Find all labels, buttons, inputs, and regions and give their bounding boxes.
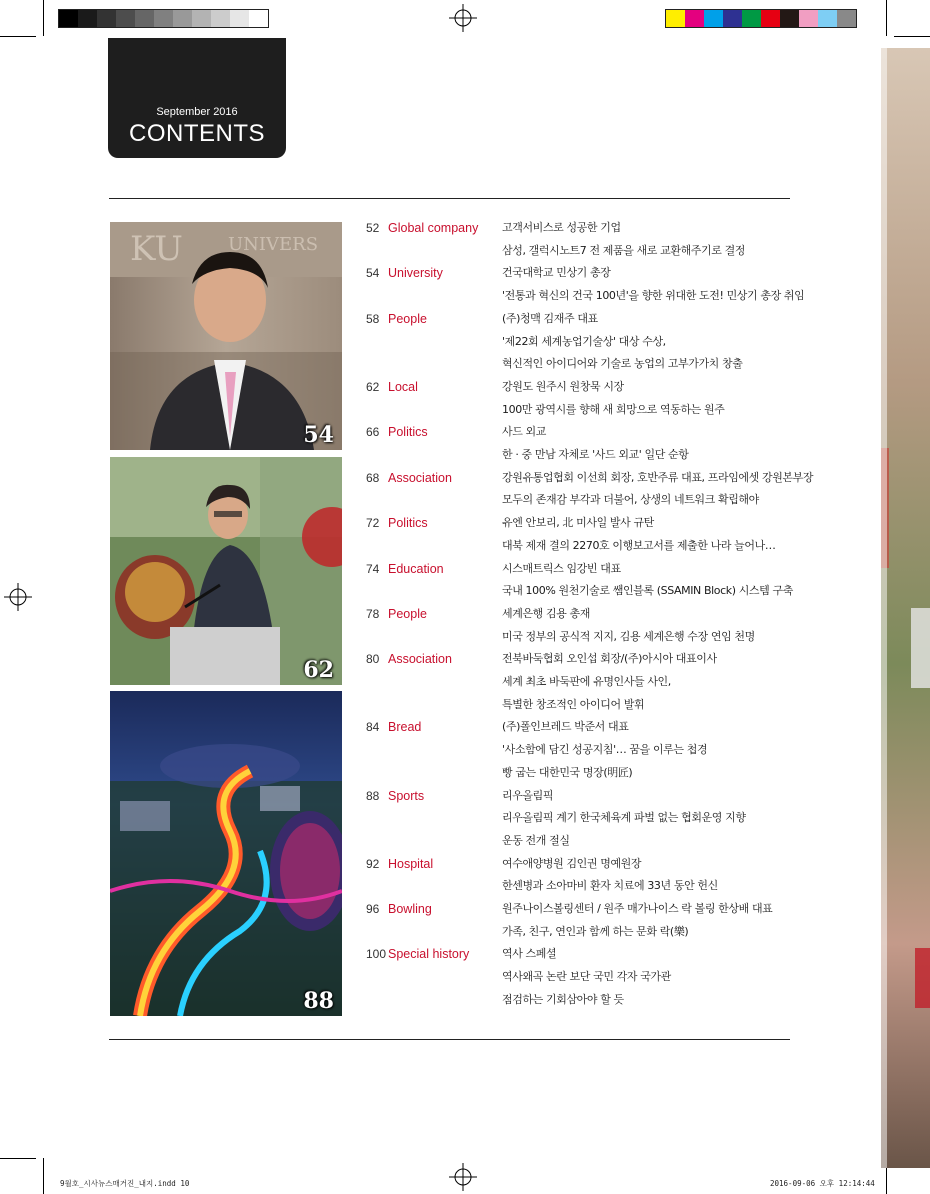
color-swatch bbox=[666, 10, 685, 27]
toc-headline: 리우올림픽 계기 한국체육계 파벌 없는 협회운영 지향 bbox=[502, 811, 746, 825]
registration-mark-icon bbox=[449, 1163, 477, 1191]
toc-headline: (주)폴인브레드 박준서 대표 bbox=[502, 720, 629, 734]
color-swatch bbox=[685, 10, 704, 27]
toc-page-number: 78 bbox=[366, 606, 380, 621]
toc-headline: 대북 제재 결의 2270호 이행보고서를 제출한 나라 늘어나… bbox=[502, 538, 776, 552]
toc-headline: 세계은행 김용 총재 bbox=[502, 606, 591, 620]
photo-olympic-stadium bbox=[110, 691, 342, 1016]
page-title: CONTENTS bbox=[129, 120, 265, 147]
color-swatch bbox=[761, 10, 780, 27]
issue-month: September 2016 bbox=[156, 106, 238, 118]
color-swatch bbox=[799, 10, 818, 27]
toc-page-number: 92 bbox=[366, 856, 380, 871]
toc-page-number: 52 bbox=[366, 221, 380, 235]
toc-headline: 전북바둑협회 오인섭 회장/(주)아시아 대표이사 bbox=[502, 652, 717, 666]
toc-page-number: 80 bbox=[366, 652, 380, 667]
adjacent-page-bleed bbox=[881, 48, 930, 1168]
toc-headline: 빵 굽는 대한민국 명장(明匠) bbox=[502, 765, 633, 779]
toc-headline: 한센병과 소아마비 환자 치료에 33년 동안 헌신 bbox=[502, 879, 718, 893]
color-swatch bbox=[837, 10, 856, 27]
toc-headline: 리우올림픽 bbox=[502, 788, 554, 802]
toc-headline: 사드 외교 bbox=[502, 425, 547, 439]
crop-mark bbox=[0, 36, 36, 37]
color-swatch bbox=[723, 10, 742, 27]
crop-mark bbox=[43, 0, 44, 36]
toc-page-number: 62 bbox=[366, 379, 380, 394]
toc-headline: 강원유통업협회 이선희 회장, 호반주류 대표, 프라임에셋 강원본부장 bbox=[502, 470, 814, 484]
toc-page-number: 88 bbox=[366, 788, 380, 803]
toc-section-label: Education bbox=[388, 561, 444, 576]
color-swatch bbox=[154, 10, 173, 27]
toc-headline: 혁신적인 아이디어와 기술로 농업의 고부가가치 창출 bbox=[502, 357, 743, 371]
toc-headline: 가족, 친구, 연인과 함께 하는 문화 락(樂) bbox=[502, 924, 689, 938]
toc-section-label: University bbox=[388, 266, 443, 281]
toc-headline: 세계 최초 바둑판에 유명인사들 사인, bbox=[502, 675, 671, 688]
contents-header-tab bbox=[108, 38, 286, 158]
toc-headline: '사소함에 담긴 성공지침'… 꿈을 이루는 첩경 bbox=[502, 743, 708, 757]
toc-headline: 원주나이스볼링센터 / 원주 매가나이스 락 볼링 한상배 대표 bbox=[502, 902, 773, 915]
color-swatch bbox=[230, 10, 249, 27]
toc-headline: 국내 100% 원천기술로 쌤인블록 (SSAMIN Block) 시스템 구축 bbox=[502, 584, 793, 598]
toc-headline: 유엔 안보리, 北 미사일 발사 규탄 bbox=[502, 516, 654, 530]
toc-section-label: Politics bbox=[388, 425, 428, 440]
crop-mark bbox=[0, 1158, 36, 1159]
toc-headline: '전통과 혁신의 건국 100년'을 향한 위대한 도전! 민상기 총장 취임 bbox=[502, 289, 805, 303]
svg-text:UNIVERS: UNIVERS bbox=[228, 234, 319, 255]
toc-section-label: Association bbox=[388, 470, 452, 485]
toc-headline: '제22회 세계농업기술상' 대상 수상, bbox=[502, 334, 666, 348]
color-swatch bbox=[173, 10, 192, 27]
crop-mark bbox=[894, 36, 930, 37]
toc-page-number: 68 bbox=[366, 470, 380, 485]
color-swatch bbox=[116, 10, 135, 27]
photo-university-president bbox=[110, 222, 342, 450]
toc-section-label: Global company bbox=[388, 221, 479, 235]
photo-mayor-speech bbox=[110, 457, 342, 685]
toc-headline: 고객서비스로 성공한 기업 bbox=[502, 221, 621, 234]
toc-section-label: Special history bbox=[388, 947, 470, 962]
toc-headline: 운동 전개 절실 bbox=[502, 833, 570, 847]
color-swatch bbox=[211, 10, 230, 27]
crop-mark bbox=[43, 1158, 44, 1194]
toc-headline: 강원도 원주시 원창묵 시장 bbox=[502, 379, 624, 393]
toc-section-label: Hospital bbox=[388, 856, 434, 871]
toc-headline: 역사 스페셜 bbox=[502, 947, 557, 961]
registration-mark-icon bbox=[4, 583, 32, 611]
crop-mark bbox=[886, 0, 887, 36]
top-divider bbox=[109, 198, 790, 199]
toc-headline: 건국대학교 민상기 총장 bbox=[502, 266, 611, 280]
toc-section-label: Bowling bbox=[388, 902, 432, 916]
toc-headline: 삼성, 갤럭시노트7 전 제품을 새로 교환해주기로 결정 bbox=[502, 243, 746, 257]
color-swatch bbox=[818, 10, 837, 27]
color-swatch bbox=[742, 10, 761, 27]
color-swatch bbox=[704, 10, 723, 27]
photo-page-number: 88 bbox=[303, 988, 334, 1014]
color-swatch bbox=[78, 10, 97, 27]
toc-section-label: People bbox=[388, 606, 427, 621]
toc-page-number: 74 bbox=[366, 561, 380, 576]
toc-page-number: 54 bbox=[366, 266, 380, 281]
toc-page-number: 96 bbox=[366, 902, 380, 916]
toc-page-number: 66 bbox=[366, 425, 380, 440]
toc-section-label: Sports bbox=[388, 788, 425, 803]
registration-mark-icon bbox=[449, 4, 477, 32]
toc-page-number: 84 bbox=[366, 720, 380, 735]
toc-page-number: 72 bbox=[366, 516, 380, 531]
color-swatch bbox=[780, 10, 799, 27]
svg-text:KU: KU bbox=[130, 229, 183, 269]
footer-date-slug: 2016-09-06 오후 12:14:44 bbox=[770, 1179, 875, 1188]
toc-headline: (주)청맥 김재주 대표 bbox=[502, 311, 598, 325]
toc-section-label: People bbox=[388, 311, 427, 326]
toc-section-label: Politics bbox=[388, 516, 428, 531]
toc-section-label: Bread bbox=[388, 720, 422, 735]
footer-file-slug: 9월호_시사뉴스매거진_내지.indd 10 bbox=[60, 1179, 190, 1188]
grayscale-swatch-bar bbox=[58, 9, 269, 28]
color-swatch bbox=[192, 10, 211, 27]
toc-headline: 모두의 존재감 부각과 더불어, 상생의 네트워크 확립해야 bbox=[502, 493, 759, 507]
toc-headline: 100만 광역시를 향해 새 희망으로 역동하는 원주 bbox=[502, 402, 725, 416]
toc-page-number: 100 bbox=[366, 947, 387, 962]
photo-page-number: 62 bbox=[303, 657, 334, 683]
toc-headline: 점검하는 기회삼아야 할 듯 bbox=[502, 992, 624, 1006]
color-swatch bbox=[249, 10, 268, 27]
toc-section-label: Local bbox=[388, 379, 418, 394]
toc-section-label: Association bbox=[388, 652, 452, 667]
toc-page-number: 58 bbox=[366, 311, 380, 326]
toc-headline: 역사왜곡 논란 보단 국민 각자 국가관 bbox=[502, 970, 671, 984]
toc-headline: 특별한 창조적인 아이디어 발휘 bbox=[502, 697, 645, 711]
toc-headline: 여수애양병원 김인권 명예원장 bbox=[502, 856, 642, 870]
color-swatch bbox=[97, 10, 116, 27]
toc-headline: 미국 정부의 공식적 지지, 김용 세계은행 수장 연임 천명 bbox=[502, 629, 755, 643]
photo-page-number: 54 bbox=[303, 422, 334, 448]
color-swatch bbox=[135, 10, 154, 27]
toc-headline: 한 · 중 만남 자체로 '사드 외교' 일단 순항 bbox=[502, 448, 689, 461]
color-swatch bbox=[59, 10, 78, 27]
bottom-divider bbox=[109, 1039, 790, 1040]
toc-headline: 시스매트릭스 임강빈 대표 bbox=[502, 561, 621, 575]
color-swatch-bar bbox=[665, 9, 857, 28]
